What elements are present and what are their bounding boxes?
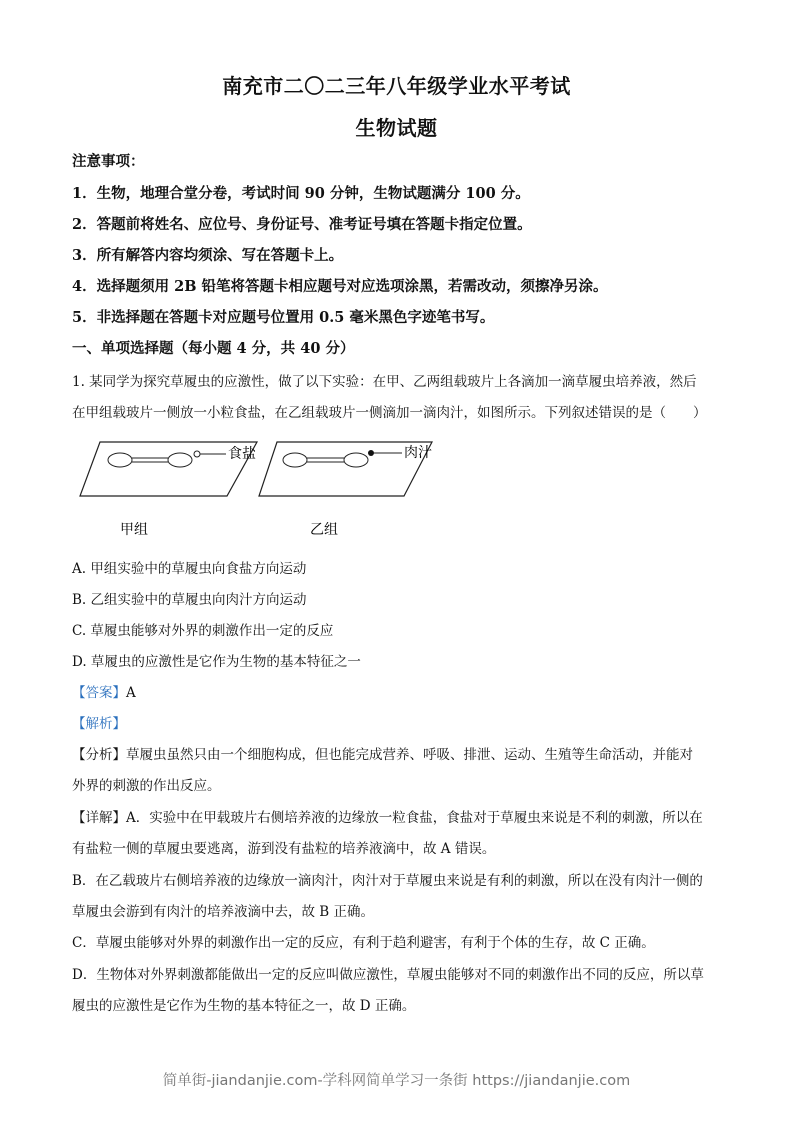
- analysis-line: 草履虫会游到有肉汁的培养液滴中去，故 B 正确。: [72, 904, 375, 920]
- salt-label: 食盐: [228, 446, 256, 462]
- analysis-line: 履虫的应激性是它作为生物的基本特征之一，故 D 正确。: [72, 998, 416, 1014]
- option-d: D. 草履虫的应激性是它作为生物的基本特征之一: [72, 654, 361, 670]
- notice-item: 5．非选择题在答题卡对应题号位置用 0.5 毫米黑色字迹笔书写。: [72, 309, 495, 326]
- option-b: B. 乙组实验中的草履虫向肉汁方向运动: [72, 592, 307, 608]
- analysis-line: B．在乙载玻片右侧培养液的边缘放一滴肉汁，肉汁对于草履虫来说是有利的刺激，所以在没有肉汁一侧的: [72, 873, 703, 889]
- notice-item: 3．所有解答内容均须涂、写在答题卡上。: [72, 247, 344, 264]
- meat-juice-drop: [368, 450, 374, 456]
- exam-subtitle: 生物试题: [355, 116, 438, 140]
- analysis-tag: 【解析】: [72, 716, 126, 732]
- option-c: C. 草履虫能够对外界的刺激作出一定的反应: [72, 623, 334, 639]
- footer-watermark: 简单街-jiandanjie.com-学科网简单学习一条街 https://jiandanjie.com: [162, 1073, 631, 1089]
- group-b-label: 乙组: [310, 522, 338, 538]
- analysis-line: 【分析】草履虫虽然只由一个细胞构成，但也能完成营养、呼吸、排泄、运动、生殖等生命活动，并能对: [72, 747, 693, 763]
- notice-item: 1．生物，地理合堂分卷，考试时间 90 分钟，生物试题满分 100 分。: [72, 185, 530, 202]
- answer-tag: 【答案】: [72, 685, 126, 701]
- juice-label: 肉汁: [404, 445, 432, 461]
- salt-grain: [194, 451, 200, 457]
- experiment-figure: [72, 430, 472, 550]
- notice-item: 2．答题前将姓名、应位号、身份证号、准考证号填在答题卡指定位置。: [72, 216, 532, 233]
- analysis-line: 有盐粒一侧的草履虫要逃离，游到没有盐粒的培养液滴中，故 A 错误。: [72, 841, 496, 857]
- analysis-line: C．草履虫能够对外界的刺激作出一定的反应，有利于趋利避害，有利于个体的生存，故 C 正确。: [72, 935, 655, 951]
- section-heading: 一、单项选择题（每小题 4 分，共 40 分）: [72, 340, 355, 357]
- notice-heading: 注意事项：: [72, 153, 145, 170]
- answer-value: A: [126, 685, 136, 701]
- group-a-label: 甲组: [120, 522, 148, 538]
- analysis-line: 外界的刺激的作出反应。: [72, 778, 221, 794]
- culture-drop: [283, 453, 307, 467]
- culture-drop: [108, 453, 132, 467]
- analysis-line: D．生物体对外界刺激都能做出一定的反应叫做应激性，草履虫能够对不同的刺激作出不同的反应，所以草: [72, 967, 704, 983]
- question-stem: 1. 某同学为探究草履虫的应激性，做了以下实验：在甲、乙两组载玻片上各滴加一滴草履虫培养液，然后: [72, 374, 697, 390]
- answer-line: [72, 681, 732, 701]
- culture-drop: [344, 453, 368, 467]
- culture-drop: [168, 453, 192, 467]
- notice-item: 4．选择题须用 2B 铅笔将答题卡相应题号对应选项涂黑，若需改动，须擦净另涂。: [72, 278, 608, 295]
- question-stem: 在甲组载玻片一侧放一小粒食盐，在乙组载玻片一侧滴加一滴肉汁，如图所示。下列叙述错误的是（ ）: [72, 405, 707, 421]
- analysis-line: 【详解】A．实验中在甲载玻片右侧培养液的边缘放一粒食盐，食盐对于草履虫来说是不利的刺激，所以在: [72, 810, 703, 826]
- option-a: A. 甲组实验中的草履虫向食盐方向运动: [72, 561, 307, 577]
- exam-title: 南充市二〇二三年八年级学业水平考试: [222, 74, 571, 98]
